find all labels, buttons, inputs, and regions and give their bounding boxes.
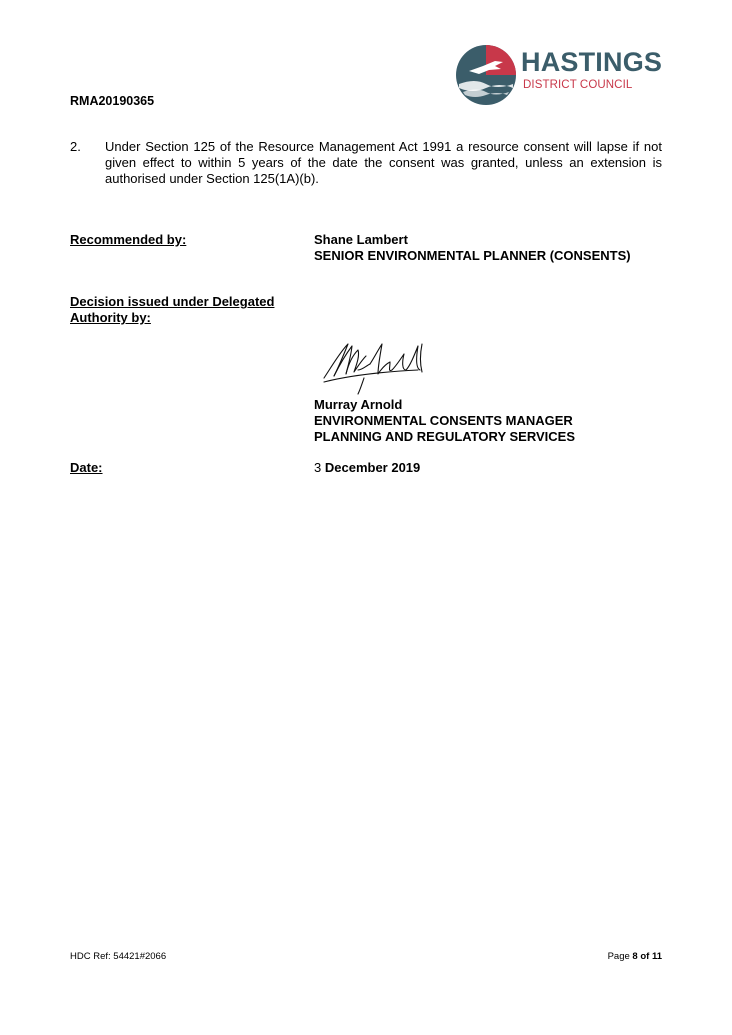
page-total: 11 bbox=[651, 951, 662, 962]
condition-text: Under Section 125 of the Resource Management Act 1991 a resource consent will lapse if not given effect to within 5 years of the date the consent was granted, unless an extension is authorised under Section 125(1A)(b). bbox=[105, 139, 662, 186]
page-of: of bbox=[640, 951, 650, 962]
page-current: 8 bbox=[632, 951, 638, 962]
date-day: 3 bbox=[314, 460, 322, 475]
decision-label-line1: Decision issued under Delegated bbox=[70, 294, 275, 309]
decision-authority-block bbox=[314, 397, 575, 445]
date-month-year: December 2019 bbox=[324, 460, 421, 475]
decision-label bbox=[70, 294, 274, 326]
decision-date bbox=[314, 460, 420, 476]
signature-image bbox=[318, 336, 438, 400]
footer-reference: HDC Ref: 54421#2066 bbox=[70, 951, 167, 962]
council-emblem-icon bbox=[455, 44, 517, 106]
decision-label-line2: Authority by: bbox=[70, 310, 151, 325]
recommender-title: SENIOR ENVIRONMENTAL PLANNER (CONSENTS) bbox=[314, 248, 631, 263]
recommended-by-label: Recommended by: bbox=[70, 232, 187, 247]
decision-maker-department: PLANNING AND REGULATORY SERVICES bbox=[314, 429, 575, 444]
recommender-name: Shane Lambert bbox=[314, 232, 408, 247]
page-number bbox=[608, 951, 662, 962]
logo-wordmark: HASTINGS bbox=[521, 47, 663, 77]
decision-maker-title: ENVIRONMENTAL CONSENTS MANAGER bbox=[314, 413, 573, 428]
condition-number: 2. bbox=[70, 139, 81, 154]
logo-subtitle: DISTRICT COUNCIL bbox=[523, 79, 633, 91]
date-label: Date: bbox=[70, 460, 103, 475]
hastings-logo bbox=[455, 42, 670, 106]
consent-reference: RMA20190365 bbox=[70, 94, 155, 108]
recommended-by-block bbox=[314, 232, 631, 264]
page-prefix: Page bbox=[607, 951, 630, 962]
decision-maker-name: Murray Arnold bbox=[314, 397, 403, 412]
